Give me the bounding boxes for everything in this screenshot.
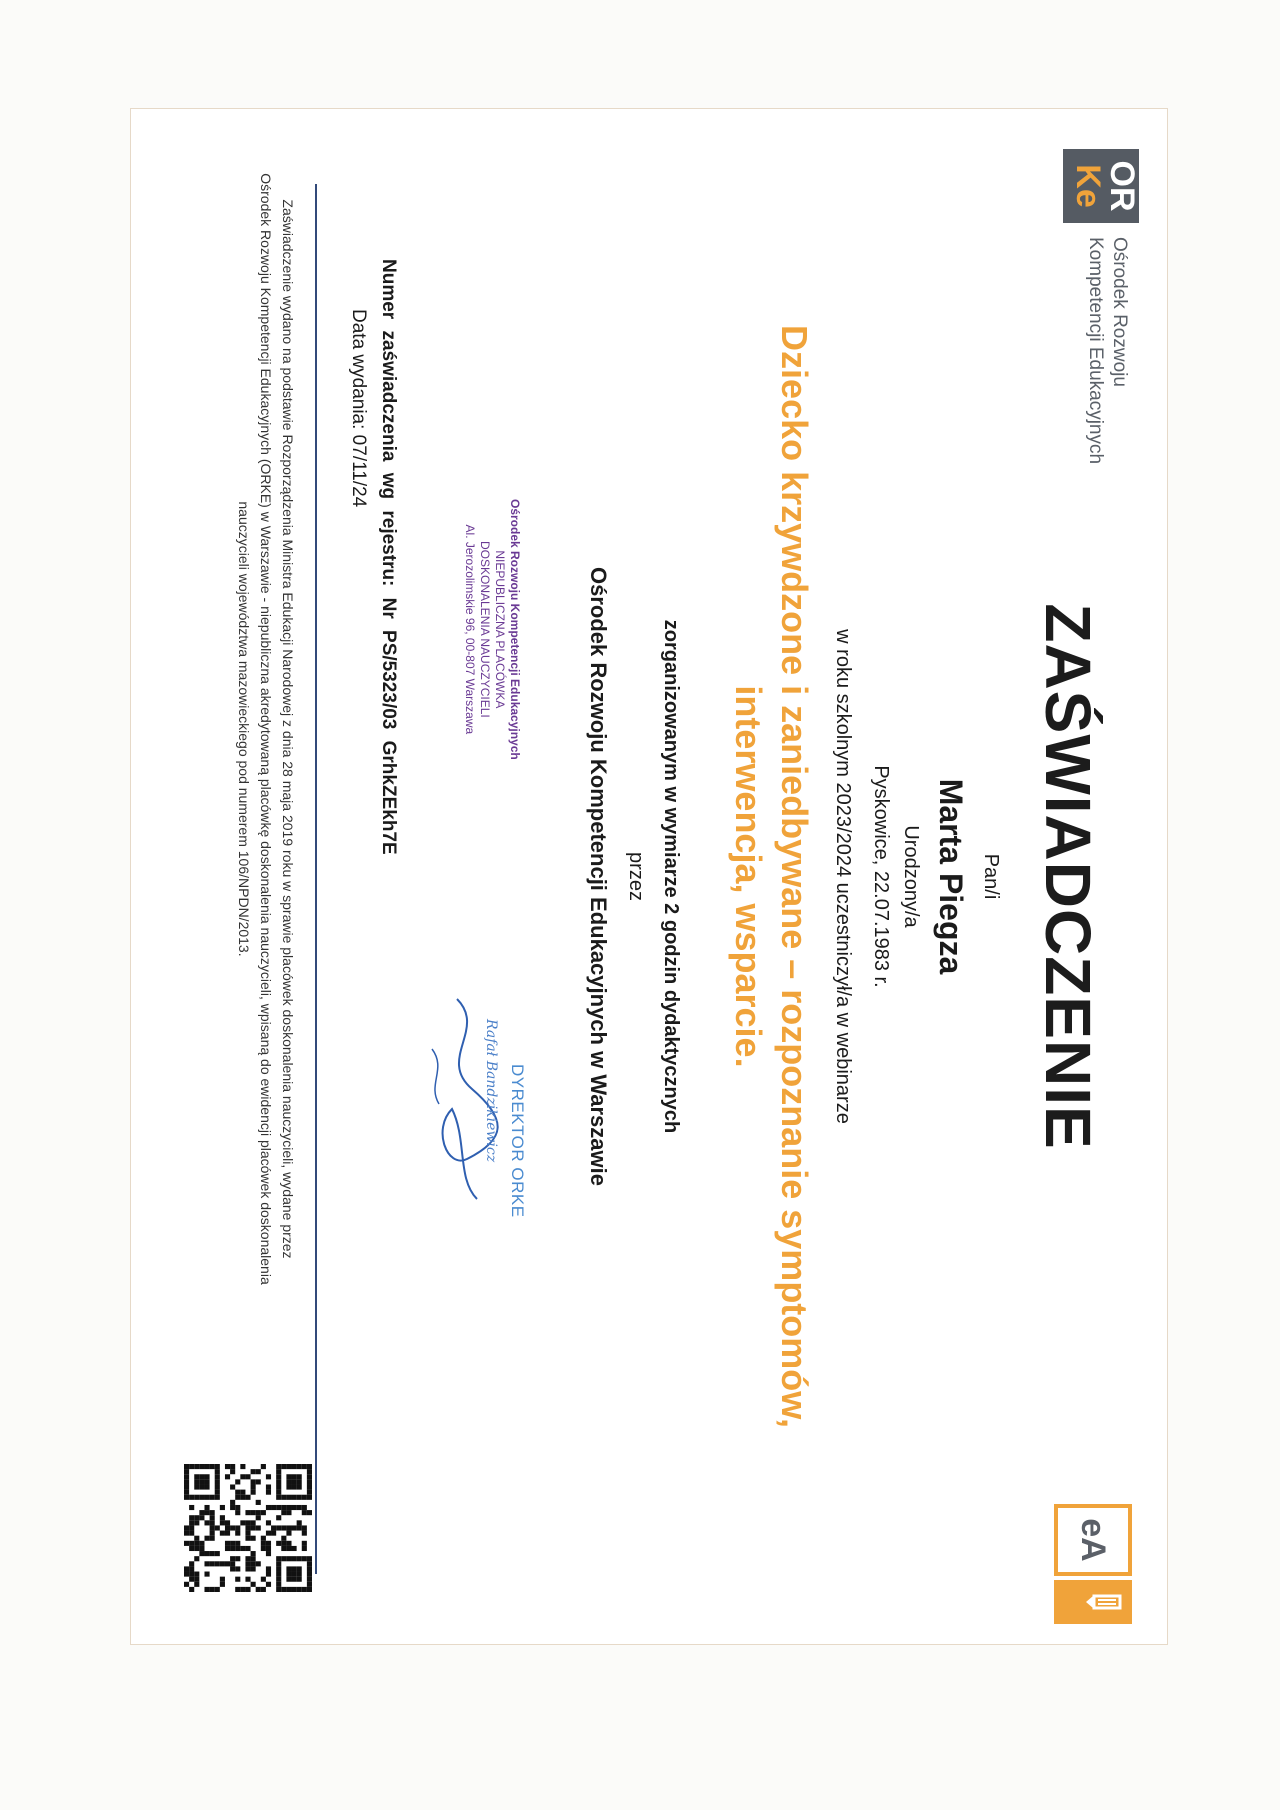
logo-line-1: OR [1103, 160, 1141, 212]
stamp-line-2: NIEPUBLICZNA PLACÓWKA [493, 550, 507, 709]
stamp-line-4: Al. Jerozolimskie 96, 00-807 Warszawa [463, 524, 477, 735]
course-title-line-2: interwencja, wsparcie. [728, 685, 769, 1068]
course-title-line-1: Dziecko krzywdzone i zaniedbywane – rozpoznanie symptomów, [774, 325, 815, 1428]
qr-code-icon [184, 1464, 312, 1592]
participant-name: Marta Piegza [933, 778, 969, 975]
org-name-line-2: Kompetencji Edukacyjnych [1085, 237, 1106, 465]
course-title [725, 109, 817, 1644]
organizer: Ośrodek Rozwoju Kompetencji Edukacyjnych w Warszawie [586, 566, 611, 1186]
org-name-line-1: Ośrodek Rozwoju [1109, 237, 1130, 387]
logo-line-2: Ke [1069, 164, 1107, 208]
footer-line-1: Zaświadczenie wydano na podstawie Rozporządzenia Ministra Edukacji Narodowej z dnia 28 maja 2019 roku w sprawie placówek doskonalenia nauczycieli, wydane przez [280, 199, 296, 1259]
ea-logo-text: eA [1054, 1504, 1132, 1576]
hours-text: zorganizowanym w wymiarze 2 godzin dydaktycznych [660, 619, 682, 1134]
born-label: Urodzony/a [900, 825, 922, 928]
divider [315, 184, 317, 1574]
salutation: Pan/i [980, 853, 1002, 900]
issue-date: Data wydania: 07/11/24 [348, 309, 369, 508]
stamp-line-3: DOSKONALENIA NAUCZYCIELI [478, 541, 492, 718]
certificate-title: ZAŚWIADCZENIE [1032, 603, 1104, 1150]
director-name: Rafał Bandzikiewicz [483, 1019, 499, 1163]
institution-stamp [462, 499, 522, 760]
stamp-line-1: Ośrodek Rozwoju Kompetencji Edukacyjnych [508, 499, 522, 760]
by-text: przez [625, 852, 647, 901]
certificate [131, 109, 1167, 1644]
registry-number: Numer zaświadczenia wg rejestru: Nr PS/5323/03 GrhkZEkh7E [378, 259, 399, 855]
participation-text: w roku szkolnym 2023/2024 uczestniczył/a w webinarze [832, 629, 854, 1124]
footer-line-3: nauczycieli województwa mazowieckiego pod numerem 106/NPDN/2013. [236, 501, 252, 957]
footer-line-2: Ośrodek Rozwoju Kompetencji Edukacyjnych (ORKE) w Warszawie - niepubliczna akredytowaną placówkę doskonalenia nauczycieli, wpisaną do ewidencji placówek doskonalenia [258, 173, 274, 1285]
birth-place-date: Pyskowice, 22.07.1983 r. [870, 765, 892, 988]
legal-footer [233, 149, 299, 1309]
director-title: DYREKTOR ORKE [508, 1064, 527, 1218]
